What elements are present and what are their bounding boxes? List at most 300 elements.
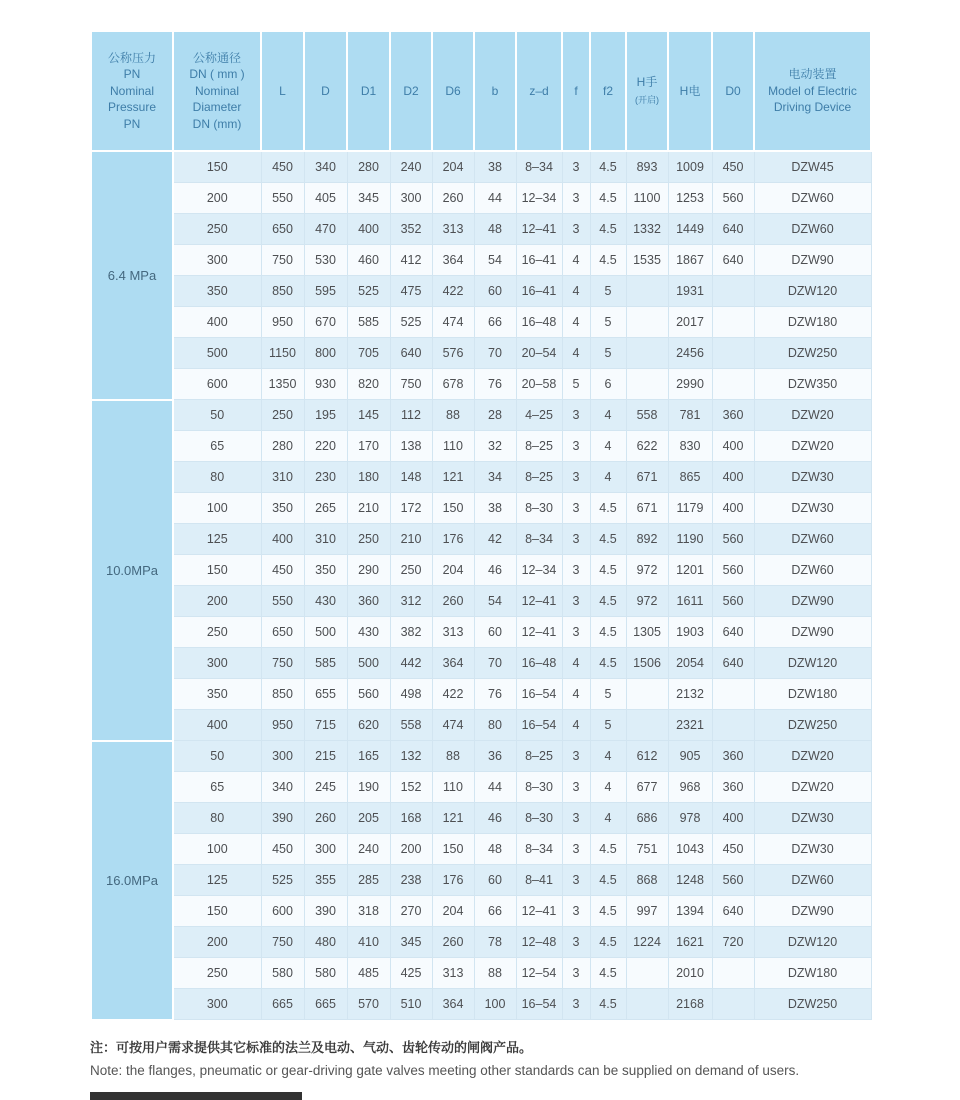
cell-d0: 360 [712,772,754,803]
cell-z-d: 8–25 [516,431,562,462]
cell-d2: 148 [390,462,432,493]
cell-d1: 250 [347,524,390,555]
cell-f2: 4 [590,772,626,803]
note-chinese: 注：可按用户需求提供其它标准的法兰及电动、气动、齿轮传动的闸阀产品。 [90,1040,533,1055]
cell-d6: 88 [432,400,474,431]
cell-d2: 558 [390,710,432,741]
cell-f: 3 [562,989,590,1020]
table-body [91,151,871,1020]
cell-d2: 352 [390,214,432,245]
cell-dn: 150 [173,151,261,183]
cell-b: 32 [474,431,516,462]
cell-h-hand [626,338,668,369]
cell-d2: 525 [390,307,432,338]
cell-f: 4 [562,276,590,307]
cell-f: 3 [562,617,590,648]
cell-z-d: 16–54 [516,710,562,741]
cell-model: DZW250 [754,338,871,369]
cell-f2: 4.5 [590,989,626,1020]
cell-d: 390 [304,896,347,927]
cell-b: 44 [474,183,516,214]
table-row [91,865,871,896]
cell-z-d: 20–58 [516,369,562,400]
cell-l: 750 [261,245,304,276]
cell-f2: 4.5 [590,524,626,555]
cell-l: 525 [261,865,304,896]
cell-b: 88 [474,958,516,989]
cell-l: 665 [261,989,304,1020]
cell-f: 3 [562,183,590,214]
cell-b: 28 [474,400,516,431]
group-label-pn100: 10.0MPa [91,400,173,741]
cell-model: DZW20 [754,741,871,772]
cell-b: 54 [474,586,516,617]
cell-b: 60 [474,617,516,648]
cell-d2: 382 [390,617,432,648]
table-row [91,307,871,338]
cell-b: 70 [474,648,516,679]
cell-f: 4 [562,679,590,710]
cell-d6: 204 [432,555,474,586]
cell-d1: 570 [347,989,390,1020]
cell-dn: 65 [173,772,261,803]
cell-d0: 400 [712,803,754,834]
cell-d1: 430 [347,617,390,648]
cell-d: 585 [304,648,347,679]
cell-z-d: 12–34 [516,183,562,214]
cell-z-d: 12–48 [516,927,562,958]
cell-f2: 4.5 [590,648,626,679]
cell-d6: 678 [432,369,474,400]
cell-d: 930 [304,369,347,400]
cell-b: 60 [474,276,516,307]
cell-d0: 560 [712,524,754,555]
cell-d: 430 [304,586,347,617]
cell-d2: 240 [390,151,432,183]
cell-h-hand: 1332 [626,214,668,245]
cell-dn: 600 [173,369,261,400]
cell-f: 4 [562,648,590,679]
cell-h-electric: 1201 [668,555,712,586]
cell-h-electric: 905 [668,741,712,772]
cell-h-electric: 1449 [668,214,712,245]
col-header-l: L [261,31,304,151]
cell-z-d: 8–25 [516,741,562,772]
cell-d0 [712,369,754,400]
cell-b: 42 [474,524,516,555]
cell-z-d: 16–48 [516,307,562,338]
cell-d1: 620 [347,710,390,741]
table-header [91,31,871,151]
cell-model: DZW20 [754,400,871,431]
cell-b: 54 [474,245,516,276]
cell-d6: 260 [432,927,474,958]
cell-l: 850 [261,276,304,307]
cell-l: 300 [261,741,304,772]
table-row [91,338,871,369]
table-row [91,369,871,400]
cell-h-hand: 893 [626,151,668,183]
cell-model: DZW20 [754,431,871,462]
table-row [91,462,871,493]
cell-l: 580 [261,958,304,989]
cell-d2: 168 [390,803,432,834]
table-row [91,648,871,679]
cell-z-d: 8–41 [516,865,562,896]
cell-dn: 65 [173,431,261,462]
cell-model: DZW60 [754,214,871,245]
cell-b: 48 [474,834,516,865]
cell-b: 76 [474,679,516,710]
cell-d: 405 [304,183,347,214]
table-row [91,958,871,989]
cell-model: DZW350 [754,369,871,400]
cell-f2: 5 [590,710,626,741]
cell-b: 100 [474,989,516,1020]
table-row [91,524,871,555]
cell-d: 800 [304,338,347,369]
cell-d2: 112 [390,400,432,431]
cell-model: DZW180 [754,307,871,338]
cell-f: 4 [562,307,590,338]
cell-d1: 410 [347,927,390,958]
cell-l: 390 [261,803,304,834]
cell-l: 550 [261,183,304,214]
cell-d1: 500 [347,648,390,679]
cell-b: 66 [474,896,516,927]
footnotes [90,1038,880,1080]
cell-d1: 165 [347,741,390,772]
cell-d: 265 [304,493,347,524]
cell-b: 48 [474,214,516,245]
cell-h-electric: 1394 [668,896,712,927]
cell-dn: 400 [173,710,261,741]
col-header-f2: f2 [590,31,626,151]
cell-b: 38 [474,151,516,183]
cell-h-hand: 612 [626,741,668,772]
cell-d0: 450 [712,834,754,865]
cell-model: DZW180 [754,679,871,710]
cell-z-d: 8–30 [516,803,562,834]
cell-d: 245 [304,772,347,803]
cell-l: 750 [261,648,304,679]
cell-d6: 121 [432,803,474,834]
table-row [91,555,871,586]
cell-d1: 360 [347,586,390,617]
col-header-b: b [474,31,516,151]
cell-z-d: 16–54 [516,679,562,710]
cell-h-electric: 2054 [668,648,712,679]
cell-z-d: 8–34 [516,834,562,865]
cell-h-electric: 830 [668,431,712,462]
cell-d1: 210 [347,493,390,524]
cell-z-d: 4–25 [516,400,562,431]
cell-d: 340 [304,151,347,183]
cell-d6: 422 [432,679,474,710]
cell-model: DZW250 [754,989,871,1020]
cell-d2: 640 [390,338,432,369]
cell-h-electric: 1179 [668,493,712,524]
cell-d1: 585 [347,307,390,338]
cell-dn: 250 [173,958,261,989]
cell-b: 66 [474,307,516,338]
cell-d: 350 [304,555,347,586]
cell-d2: 498 [390,679,432,710]
cell-d6: 150 [432,834,474,865]
cell-d: 665 [304,989,347,1020]
cell-d0: 560 [712,183,754,214]
cell-d0: 360 [712,400,754,431]
cell-z-d: 12–41 [516,896,562,927]
cell-h-electric: 1009 [668,151,712,183]
cell-h-hand [626,307,668,338]
cell-d2: 510 [390,989,432,1020]
cell-f: 3 [562,400,590,431]
cell-d6: 474 [432,710,474,741]
cell-d1: 145 [347,400,390,431]
cell-dn: 200 [173,586,261,617]
col-header-d6: D6 [432,31,474,151]
cell-h-electric: 2132 [668,679,712,710]
table-row [91,834,871,865]
cell-h-electric: 1621 [668,927,712,958]
cell-h-electric: 865 [668,462,712,493]
cell-z-d: 8–30 [516,772,562,803]
cell-f: 4 [562,245,590,276]
cell-f2: 4.5 [590,896,626,927]
cell-l: 350 [261,493,304,524]
cell-d: 260 [304,803,347,834]
table-row [91,896,871,927]
col-header-h-electric: H电 [668,31,712,151]
cell-d1: 318 [347,896,390,927]
cell-l: 850 [261,679,304,710]
cell-model: DZW45 [754,151,871,183]
cell-d6: 313 [432,214,474,245]
cell-h-hand: 1305 [626,617,668,648]
cell-model: DZW30 [754,462,871,493]
cell-h-electric: 2990 [668,369,712,400]
cell-dn: 250 [173,214,261,245]
cell-d1: 170 [347,431,390,462]
cell-d2: 200 [390,834,432,865]
group-label-pn64: 6.4 MPa [91,151,173,400]
cell-d2: 238 [390,865,432,896]
cell-h-hand: 677 [626,772,668,803]
cell-h-hand: 622 [626,431,668,462]
cell-h-hand: 671 [626,462,668,493]
cell-d6: 121 [432,462,474,493]
table-row [91,803,871,834]
cell-f: 3 [562,865,590,896]
cell-d6: 110 [432,772,474,803]
col-header-sub-h-hand: (开启) [635,95,659,105]
cell-d0: 640 [712,617,754,648]
cell-d1: 460 [347,245,390,276]
cell-f2: 5 [590,307,626,338]
cell-d2: 210 [390,524,432,555]
cell-d0: 720 [712,927,754,958]
cell-h-electric: 978 [668,803,712,834]
cell-f2: 4.5 [590,245,626,276]
cell-d0 [712,989,754,1020]
cell-z-d: 20–54 [516,338,562,369]
cell-d0 [712,338,754,369]
cell-d6: 204 [432,151,474,183]
cell-h-hand [626,369,668,400]
table-row [91,493,871,524]
cell-d6: 176 [432,524,474,555]
cell-d1: 205 [347,803,390,834]
cell-d0: 560 [712,586,754,617]
cell-f: 3 [562,586,590,617]
col-header-d: D [304,31,347,151]
cell-d2: 172 [390,493,432,524]
cell-dn: 150 [173,555,261,586]
cell-d6: 260 [432,586,474,617]
cell-d1: 820 [347,369,390,400]
cell-h-hand: 671 [626,493,668,524]
cell-z-d: 8–34 [516,151,562,183]
cell-l: 340 [261,772,304,803]
cell-h-hand [626,710,668,741]
cell-d: 580 [304,958,347,989]
cell-d2: 442 [390,648,432,679]
cell-l: 280 [261,431,304,462]
cell-h-electric: 2456 [668,338,712,369]
cell-d6: 364 [432,245,474,276]
cell-l: 450 [261,834,304,865]
cell-h-electric: 1931 [668,276,712,307]
table-row [91,989,871,1020]
cell-f2: 4.5 [590,834,626,865]
cell-dn: 400 [173,307,261,338]
cell-f2: 4.5 [590,865,626,896]
cell-f2: 4.5 [590,617,626,648]
cell-h-hand: 1535 [626,245,668,276]
cell-h-hand: 1100 [626,183,668,214]
col-header-d1: D1 [347,31,390,151]
cell-d2: 138 [390,431,432,462]
cell-model: DZW180 [754,958,871,989]
cell-model: DZW120 [754,276,871,307]
cell-f: 3 [562,493,590,524]
cell-d0: 400 [712,493,754,524]
note-english: Note: the flanges, pneumatic or gear-driving gate valves meeting other standards can be supplied on demand of users. [90,1062,800,1078]
cell-d2: 152 [390,772,432,803]
cell-h-hand [626,958,668,989]
cell-d6: 176 [432,865,474,896]
cell-d: 195 [304,400,347,431]
cell-d6: 204 [432,896,474,927]
cell-h-hand: 868 [626,865,668,896]
cell-l: 450 [261,151,304,183]
cell-d1: 705 [347,338,390,369]
cell-h-electric: 1248 [668,865,712,896]
cell-d6: 260 [432,183,474,214]
cell-h-electric: 2168 [668,989,712,1020]
col-header-d0: D0 [712,31,754,151]
cell-z-d: 12–41 [516,586,562,617]
cell-b: 38 [474,493,516,524]
cell-d0: 360 [712,741,754,772]
cell-l: 950 [261,307,304,338]
cell-f2: 4 [590,400,626,431]
table-row [91,431,871,462]
cell-f: 3 [562,214,590,245]
cell-f2: 5 [590,338,626,369]
cell-model: DZW30 [754,493,871,524]
table-row [91,679,871,710]
cell-f2: 4 [590,741,626,772]
cell-dn: 80 [173,803,261,834]
cell-d1: 280 [347,151,390,183]
cell-f: 3 [562,555,590,586]
cell-f: 3 [562,927,590,958]
cell-d2: 300 [390,183,432,214]
cell-d0: 450 [712,151,754,183]
cell-d: 500 [304,617,347,648]
cell-d0 [712,958,754,989]
cell-d2: 475 [390,276,432,307]
cell-d0 [712,276,754,307]
cell-d0 [712,679,754,710]
cell-d2: 132 [390,741,432,772]
cell-dn: 125 [173,865,261,896]
cell-f2: 5 [590,276,626,307]
cell-d: 670 [304,307,347,338]
cell-l: 750 [261,927,304,958]
cell-d: 220 [304,431,347,462]
cell-dn: 200 [173,927,261,958]
cell-f: 3 [562,772,590,803]
col-header-z-d: z–d [516,31,562,151]
cell-d0: 560 [712,555,754,586]
cell-dn: 100 [173,493,261,524]
col-header-dn: 公称通径 DN ( mm ) Nominal Diameter DN (mm) [173,31,261,151]
cell-f2: 4.5 [590,927,626,958]
cell-d: 215 [304,741,347,772]
col-header-d2: D2 [390,31,432,151]
cell-f: 3 [562,741,590,772]
cell-b: 46 [474,555,516,586]
cell-dn: 250 [173,617,261,648]
cell-h-hand: 892 [626,524,668,555]
cell-b: 76 [474,369,516,400]
cell-f2: 4.5 [590,555,626,586]
cell-z-d: 16–48 [516,648,562,679]
cell-d0: 400 [712,431,754,462]
table-row [91,927,871,958]
cell-f2: 4.5 [590,183,626,214]
cell-h-electric: 1903 [668,617,712,648]
cell-dn: 500 [173,338,261,369]
cell-d2: 750 [390,369,432,400]
cell-h-hand: 997 [626,896,668,927]
table-row [91,214,871,245]
cell-h-electric: 1867 [668,245,712,276]
cell-z-d: 16–54 [516,989,562,1020]
cell-z-d: 8–25 [516,462,562,493]
cell-b: 44 [474,772,516,803]
cell-model: DZW60 [754,524,871,555]
cell-h-hand: 972 [626,586,668,617]
cell-d1: 180 [347,462,390,493]
cell-model: DZW90 [754,617,871,648]
cell-model: DZW30 [754,803,871,834]
cell-model: DZW60 [754,865,871,896]
cell-h-electric: 1253 [668,183,712,214]
